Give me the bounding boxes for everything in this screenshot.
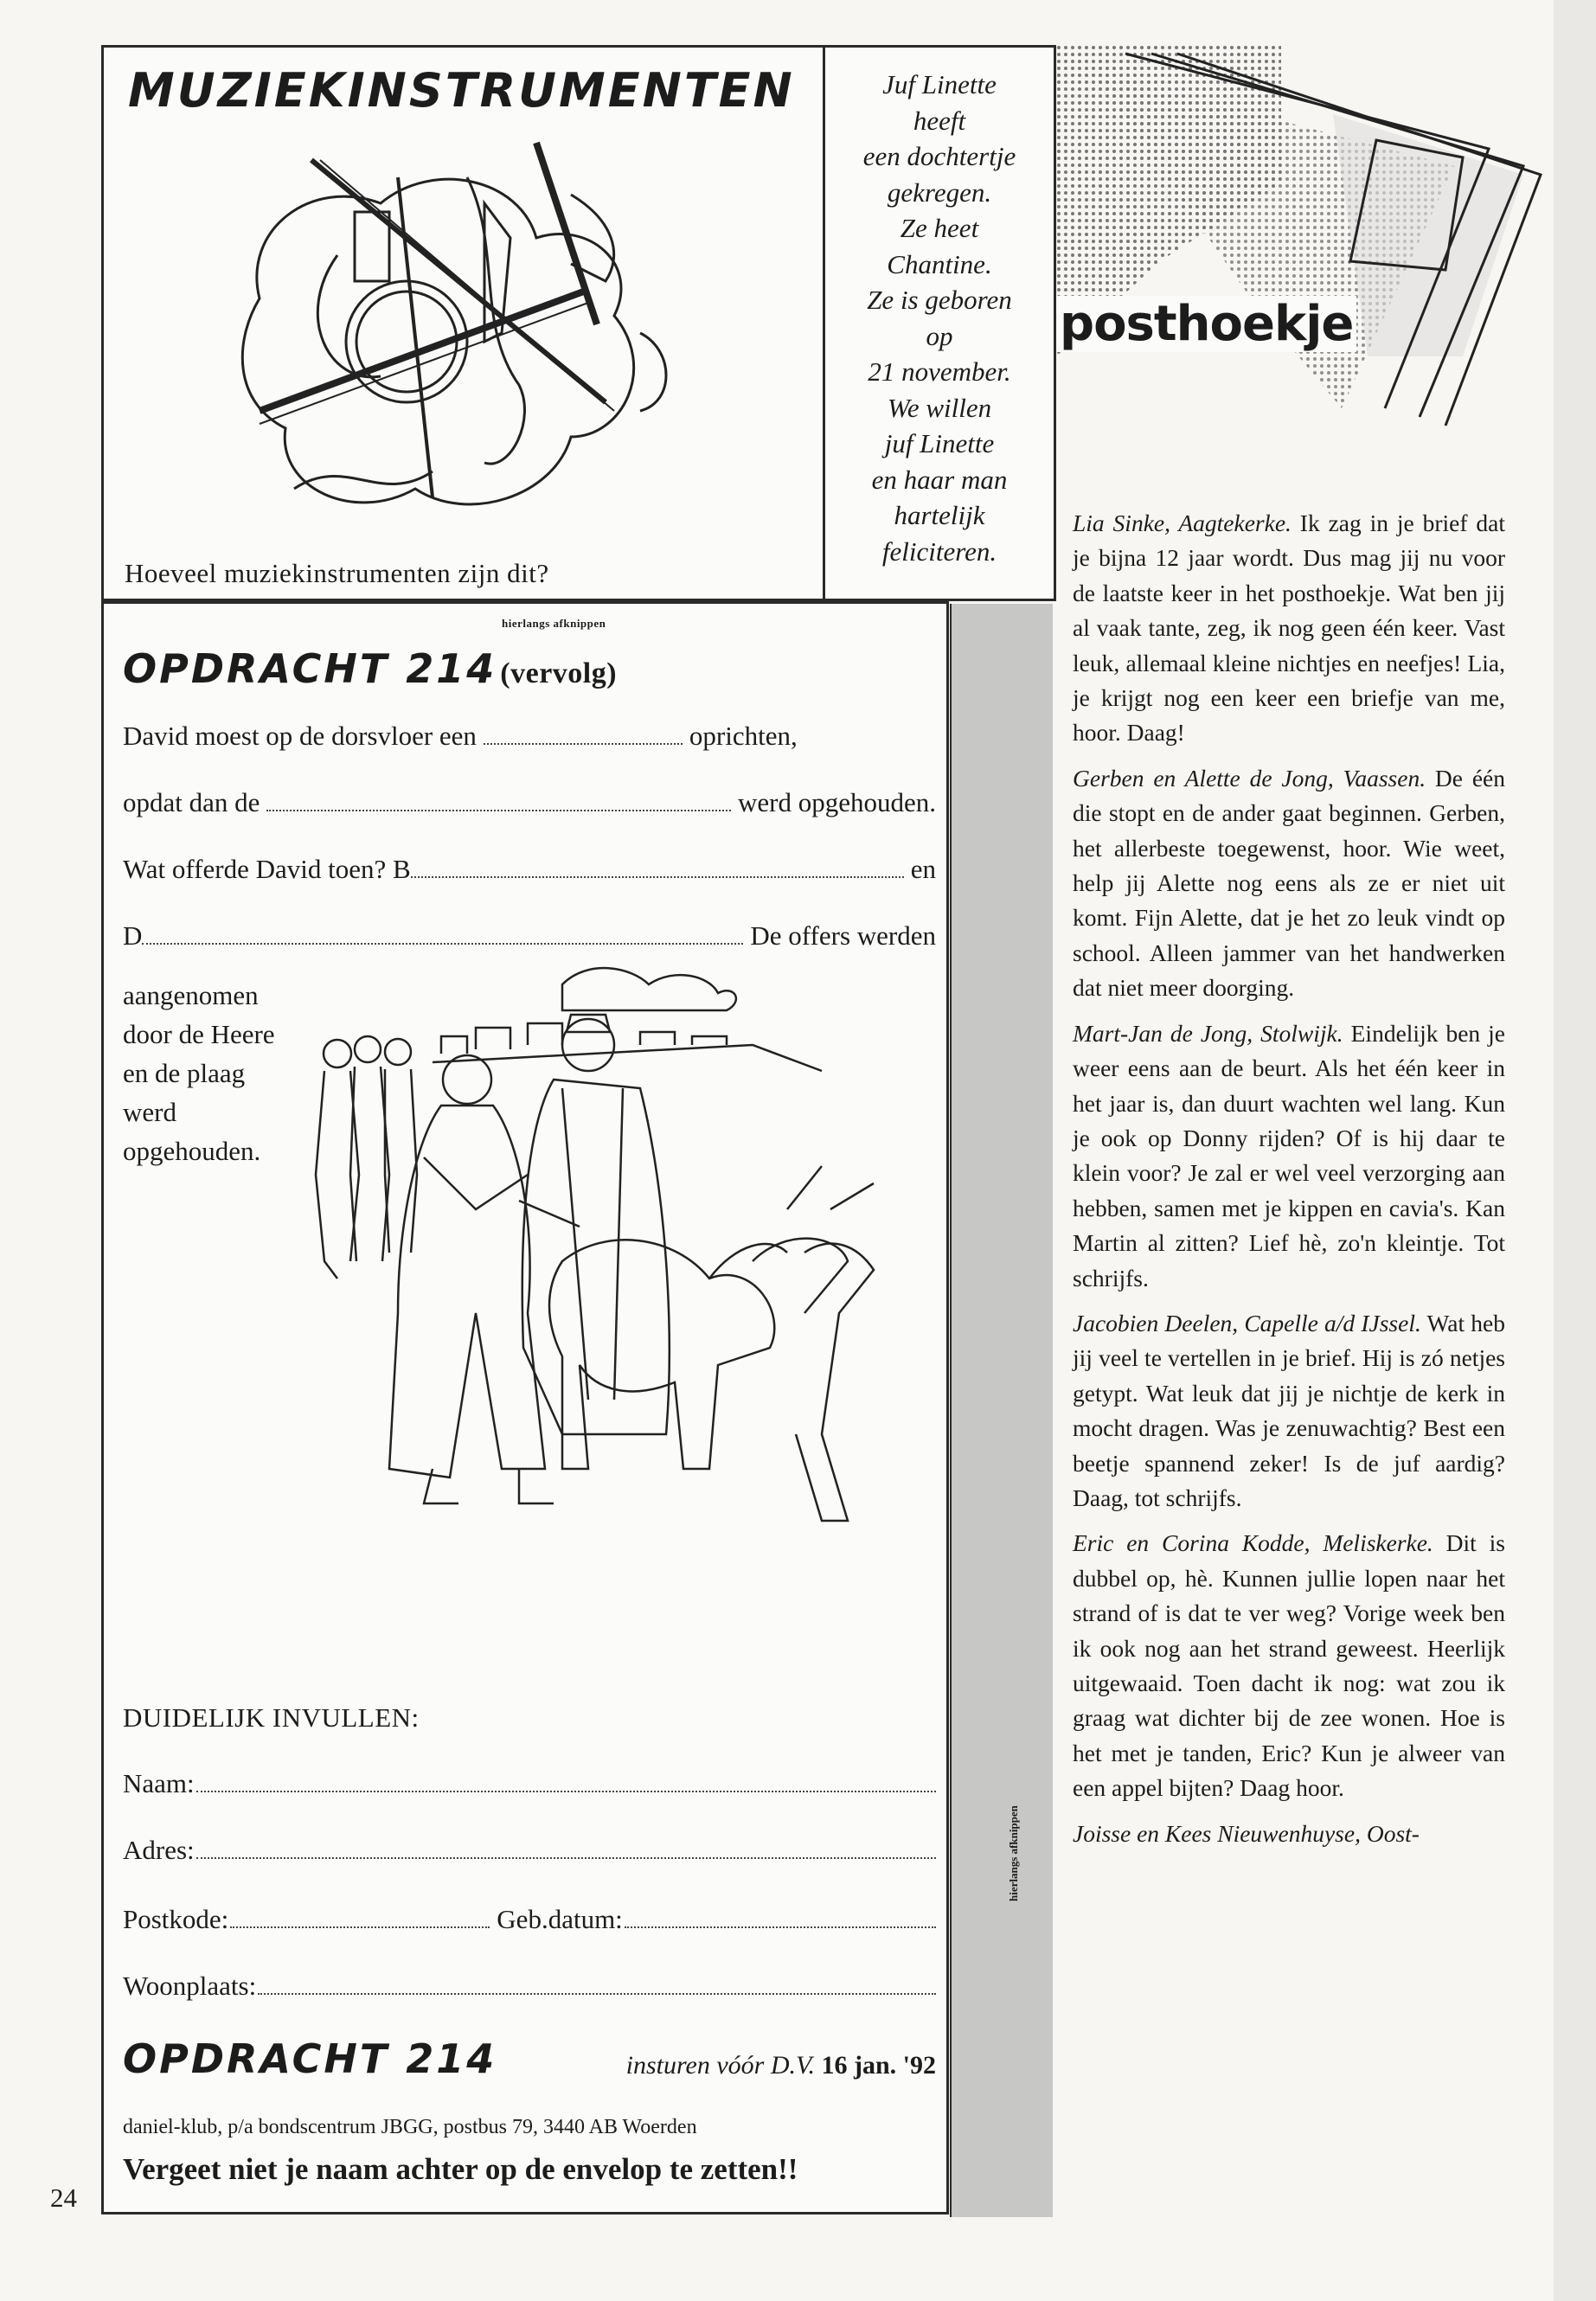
page-number: 24 (50, 2182, 77, 2213)
fill-in-instruction: DUIDELIJK INVULLEN: (123, 1702, 420, 1733)
name-input[interactable] (196, 1790, 936, 1792)
envelope-graphic (1056, 45, 1554, 512)
closing-text: aangenomen door de Heere en de plaag werd opgehouden. (123, 980, 275, 1166)
letter-item (1073, 761, 1505, 1006)
announcement-line: Chantine. (887, 248, 992, 279)
answer-blank-2[interactable] (266, 809, 731, 811)
postcode-birthdate-field: Postkode: Geb.datum: (123, 1904, 936, 1935)
question-line-3: Wat offerde David toen? B en (123, 854, 936, 884)
announcement-line: gekregen. (887, 176, 992, 208)
deadline: insturen vóór D.V. 16 jan. '92 (625, 2051, 936, 2080)
answer-blank-4[interactable] (142, 942, 743, 945)
birthdate-input[interactable] (625, 1926, 936, 1928)
cut-label-top: hierlangs afknippen (502, 617, 606, 630)
bible-scene-illustration (303, 950, 926, 1573)
assignment-title-text: OPDRACHT 214 (123, 645, 497, 692)
address-input[interactable] (196, 1856, 936, 1859)
assignment-footer (123, 2035, 936, 2082)
announcement-line: op (926, 320, 953, 351)
instruments-title: MUZIEKINSTRUMENTEN (128, 63, 795, 118)
letter-item (1073, 1526, 1505, 1805)
assignment-form (101, 601, 1020, 2214)
announcement-line: een dochtertje (862, 141, 1016, 171)
announcement-line: Juf Linette (882, 69, 997, 99)
page-edge (1554, 0, 1596, 2301)
announcement-line: heeft (913, 105, 966, 136)
announcement-line: hartelijk (894, 500, 985, 530)
answer-blank-3[interactable] (411, 875, 904, 878)
postcode-input[interactable] (230, 1926, 490, 1928)
instruments-illustration (208, 125, 709, 549)
posthoekje-letters (1073, 506, 1505, 1862)
letter-item (1073, 506, 1505, 751)
cut-label-side: hierlangs afknippen (1007, 1805, 1020, 1901)
answer-blank-1[interactable] (484, 743, 683, 745)
question-line-4: D De offers werden (123, 920, 936, 951)
instruments-puzzle (101, 45, 823, 601)
letter-text: Ik zag in je brief dat je bijna 12 jaar wordt. Dus mag jij nu voor de laatste keer in het posthoekje. Wat ben jij al vaak tante, zeg, ik nog geen één keer. Vast leuk, allemaal kleine nichtjes en neefjes! Lia, je krijgt nog een keer een briefje van me, hoor. Daag! (1073, 510, 1505, 747)
letter-recipient: Joisse en Kees Nieuwenhuyse, Oost- (1073, 1819, 1420, 1847)
letter-recipient: Eric en Corina Kodde, Meliskerke. (1073, 1529, 1433, 1557)
letter-text: Wat heb jij veel te vertellen in je brief. Hij is zó netjes getypt. Wat leuk dat jij je nichtje de kerk in mocht dragen. Was je zenuwachtig? Best een beetje spannend zeker! Is de juf aardig? Daag, tot schrijfs. (1073, 1309, 1505, 1511)
announcement-line: 21 november. (868, 356, 1011, 387)
announcement-box (823, 45, 1056, 601)
question-line-2: opdat dan de werd opgehouden. (123, 787, 936, 817)
announcement-line: We willen (887, 392, 992, 423)
letter-recipient: Mart-Jan de Jong, Stolwijk. (1073, 1019, 1343, 1047)
deadline-date: 16 jan. '92 (821, 2051, 936, 2080)
mailing-address: daniel-klub, p/a bondscentrum JBGG, postbus 79, 3440 AB Woerden (123, 2116, 697, 2138)
announcement-line: en haar man (871, 464, 1008, 495)
letter-text: Eindelijk ben je weer eens aan de beurt. Als het één keer in het jaar is, dan duurt wachten wel lang. Kun je ook op Donny rijden? Of is hij daar te klein voor? Je zal er wel veel verzorging aan hebben, samen met je kippen en cavia's. Kan Martin al zitten? Lief hè, zo'n kleintje. Tot schrijfs. (1073, 1019, 1506, 1292)
letter-recipient: Lia Sinke, Aagtekerke. (1073, 510, 1292, 536)
letter-text: Dit is dubbel op, hè. Kunnen jullie lopen naar het strand of is dat te ver weg? Vorige week ben ik ook nog aan het strand geweest. Heerlijk uitgewaaid. Toen dacht ik nog: wat zou ik graag wat dichter bij de zee wonen. Hoe is het met je tanden, Eric? Kun je alweer van een appel bijten? Daag hoor. (1073, 1529, 1505, 1802)
letter-recipient: Gerben en Alette de Jong, Vaassen. (1073, 764, 1426, 792)
cut-strip (950, 604, 1053, 2217)
announcement-line: Ze is geboren (867, 285, 1012, 315)
question-line-1: David moest op de dorsvloer een oprichten, (123, 721, 798, 751)
announcement-text (825, 67, 1054, 569)
announcement-line: juf Linette (884, 428, 995, 458)
name-field: Naam: (123, 1768, 936, 1799)
city-field: Woonplaats: (123, 1971, 936, 2002)
assignment-title (123, 645, 617, 692)
posthoekje-header (1056, 45, 1554, 512)
instruments-question: Hoeveel muziekinstrumenten zijn dit? (125, 558, 549, 588)
letter-item (1073, 1016, 1505, 1296)
letter-recipient: Jacobien Deelen, Capelle a/d IJssel. (1073, 1309, 1421, 1336)
city-input[interactable] (258, 1992, 936, 1995)
letter-item (1073, 1817, 1505, 1851)
envelope-reminder: Vergeet niet je naam achter op de envelop te zetten!! (123, 2152, 798, 2186)
address-field: Adres: (123, 1835, 936, 1866)
letter-item (1073, 1306, 1505, 1516)
letter-text: De één die stopt en de ander gaat beginnen. Gerben, het allerbeste toegewenst, hoor. Wie weet, help jij Alette nog eens als ze er niet uit komt. Fijn Alette, dat je het zo leuk vindt op school. Alleen jammer van het handwerken dat niet meer doorging. (1073, 764, 1505, 1002)
footer-title: OPDRACHT 214 (123, 2035, 497, 2082)
announcement-line: Ze heet (900, 213, 979, 243)
posthoekje-title: posthoekje (1056, 296, 1356, 352)
assignment-subtitle: (vervolg) (500, 657, 618, 689)
announcement-line: feliciteren. (881, 535, 997, 567)
